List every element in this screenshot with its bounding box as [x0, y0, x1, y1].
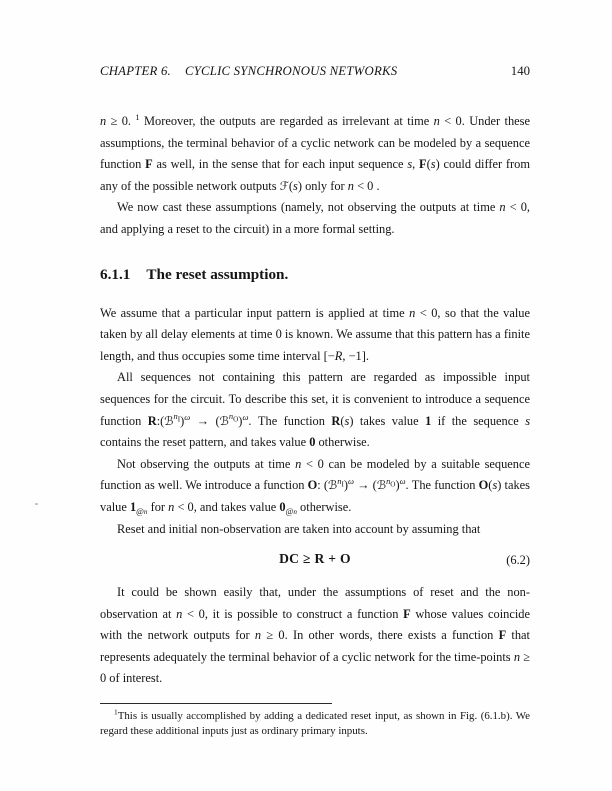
footnote-separator-rule: [100, 703, 332, 704]
paragraph: We now cast these assumptions (namely, not observing the outputs at time n < 0, and applying a reset to the circuit) in a more formal setting.: [100, 200, 530, 236]
paragraph: Reset and initial non-observation are taken into account by assuming that: [117, 521, 481, 536]
paragraph: All sequences not containing this pattern are regarded as impossible input sequences for the circuit. To describe this set, it is convenient to introduce a sequence function R:(ℬ$^{n_I}$)$^\omega$ → (ℬ$^{n_O}$)$^\omega$. The function R(s) takes value 1 if the sequence s contains the reset pattern, and takes value 0 otherwise.: [100, 370, 531, 450]
paragraph: It could be shown easily that, under the assumptions of reset and the non-observation at n < 0, it is possible to construct a function F whose values coincide with the network outputs for n ≥ 0. In other words, there exists a function F that represents adequately the terminal behavior of a cyclic network for the time-points n ≥ 0 of interest.: [100, 585, 530, 686]
chapter-name: CYCLIC SYNCHRONOUS NETWORKS: [184, 64, 398, 78]
body-text-column: [100, 111, 530, 740]
paragraph-continuation: n ≥ 0. $^1$ Moreover, the outputs are regarded as irrelevant at time n < 0. Under these assumptions, the terminal behavior of a cyclic network can be modeled by a sequence function F as well, in the sense that for each input sequence s, F(s) could differ from any of the possible network outputs ℱ(s) only for n < 0 .: [100, 111, 530, 193]
section-heading: [100, 266, 530, 284]
paragraph: Not observing the outputs at time n < 0 can be modeled by a suitable sequence function as well. We introduce a function O: (ℬ$^{n_I}$)$^\omega$ → (ℬ$^{n_O}$)$^\omega$. The function O(s) takes value $1_{@n}$ for n < 0, and takes value $0_{@n}$ otherwise.: [100, 456, 531, 517]
equation-number: (6.2): [506, 553, 530, 568]
footnote-text: $^1$This is usually accomplished by adding a dedicated reset input, as shown in Fig. (6.1.b). We regard these additional inputs just as ordinary primary inputs.: [100, 707, 530, 738]
chapter-label: CHAPTER 6.: [100, 64, 171, 78]
display-equation: [100, 549, 530, 569]
section-number: 6.1.1: [100, 265, 131, 283]
paragraph: We assume that a particular input pattern is applied at time n < 0, so that the value taken by all delay elements at time 0 is known. We assume that this pattern has a finite length, and thus occupies some time interval [−R, −1].: [100, 305, 531, 363]
footnote-block: [100, 703, 530, 740]
chapter-header: [100, 64, 397, 79]
page-number: 140: [510, 64, 530, 78]
section-title: The reset assumption.: [146, 265, 289, 283]
equation-formula: DC ≥ R + O: [279, 551, 351, 567]
running-header: [100, 64, 530, 79]
scan-artifact-speck: [35, 503, 38, 505]
